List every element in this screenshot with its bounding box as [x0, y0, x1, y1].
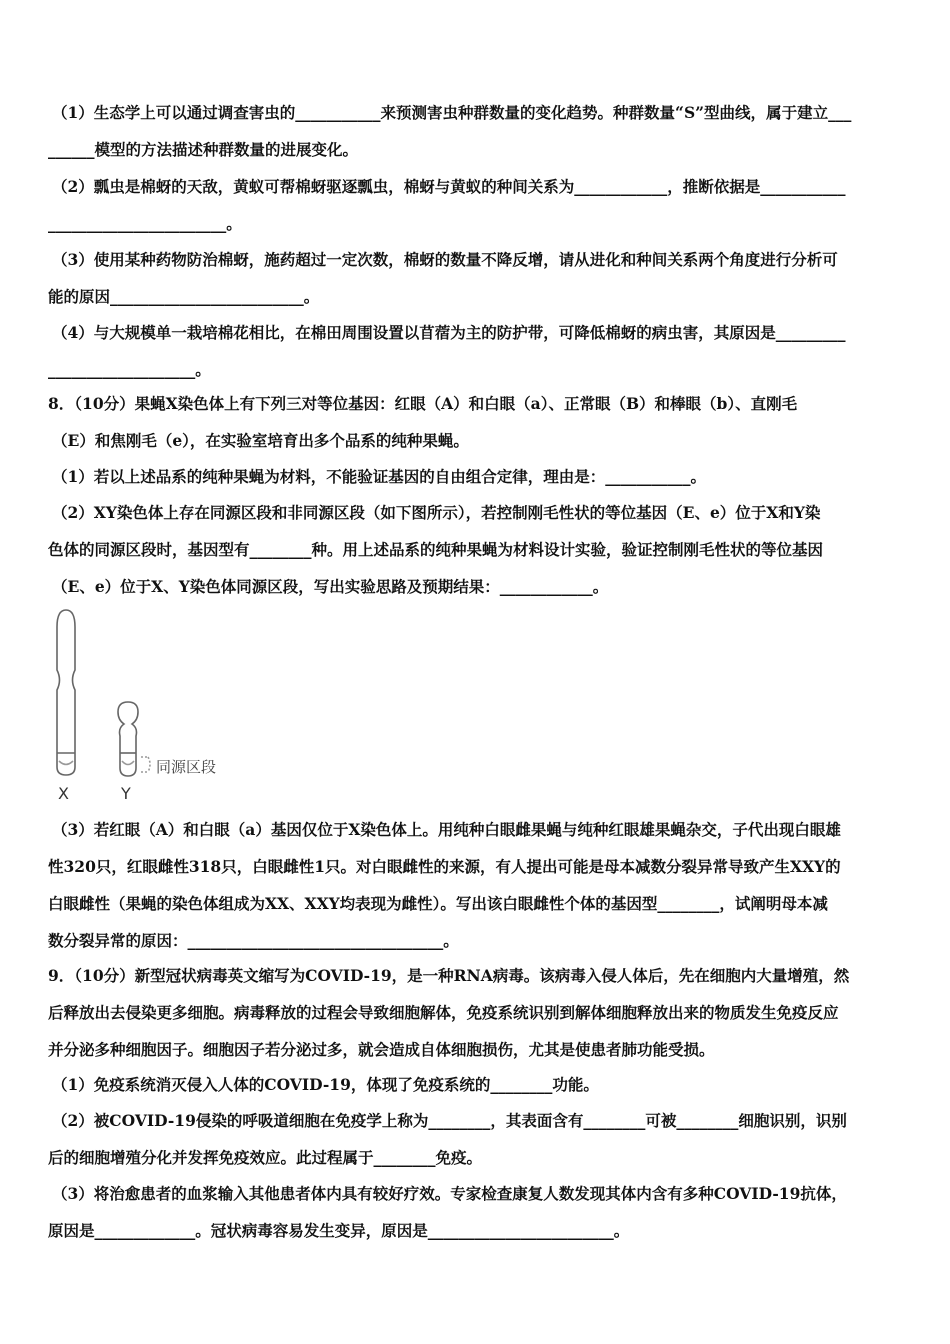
- q9-3-line-2: 原因是_____________。冠状病毒容易发生变异，原因是________________________。: [48, 1221, 630, 1240]
- q8-stem-line-1: 8．（10分）果蝇X染色体上有下列三对等位基因：红眼（A）和白眼（a）、正常眼（B）和棒眼（b）、直刚毛: [48, 394, 798, 413]
- x-chromosome-label: X: [58, 784, 69, 803]
- q8-3-line-2: 性320只，红眼雌性318只，白眼雌性1只。对白眼雌性的来源，有人提出可能是母本减数分裂异常导致产生XXY的: [48, 857, 841, 876]
- q8-3-line-1: （3）若红眼（A）和白眼（a）基因仅位于X染色体上。用纯种白眼雌果蝇与纯种红眼雄果蝇杂交，子代出现白眼雄: [52, 820, 841, 839]
- y-chromosome-label: Y: [121, 784, 131, 803]
- q7-1-line-1: （1）生态学上可以通过调查害虫的___________来预测害虫种群数量的变化趋势。种群数量“S”型曲线，属于建立___: [52, 103, 852, 122]
- q8-3-line-3: 白眼雌性（果蝇的染色体组成为XX、XXY均表现为雌性）。写出该白眼雌性个体的基因型________，试阐明母本减: [48, 894, 828, 913]
- q9-1-line: （1）免疫系统消灭侵入人体的COVID-19，体现了免疫系统的________功能。: [52, 1075, 599, 1094]
- q7-4-line-1: （4）与大规模单一栽培棉花相比，在棉田周围设置以苜蓿为主的防护带，可降低棉蚜的病虫害，其原因是_________: [52, 323, 846, 342]
- q9-stem-line-1: 9．（10分）新型冠状病毒英文缩写为COVID-19，是一种RNA病毒。该病毒入侵人体后，先在细胞内大量增殖，然: [48, 966, 850, 985]
- q9-2-line-1: （2）被COVID-19侵染的呼吸道细胞在免疫学上称为________，其表面含有________可被________细胞识别，识别: [52, 1111, 847, 1130]
- xy-chromosome-figure: [48, 602, 278, 807]
- q8-1-line: （1）若以上述品系的纯种果蝇为材料，不能验证基因的自由组合定律，理由是：___________。: [52, 467, 707, 486]
- q7-2-line-2: _______________________。: [48, 214, 242, 233]
- q7-4-line-2: ___________________。: [48, 360, 211, 379]
- q8-2-line-3: （E、e）位于X、Y染色体同源区段，写出实验思路及预期结果：____________。: [52, 577, 609, 596]
- q7-3-line-1: （3）使用某种药物防治棉蚜，施药超过一定次数，棉蚜的数量不降反增，请从进化和种间关系两个角度进行分析可: [52, 250, 838, 269]
- q7-3-line-2: 能的原因_________________________。: [48, 287, 320, 306]
- q8-stem-line-2: （E）和焦刚毛（e），在实验室培育出多个品系的纯种果蝇。: [52, 431, 469, 450]
- q7-1-line-2: ______模型的方法描述种群数量的进展变化。: [48, 140, 359, 159]
- q8-2-line-2: 色体的同源区段时，基因型有________种。用上述品系的纯种果蝇为材料设计实验，验证控制刚毛性状的等位基因: [48, 540, 824, 559]
- q9-stem-line-3: 并分泌多种细胞因子。细胞因子若分泌过多，就会造成自体细胞损伤，尤其是使患者肺功能受损。: [48, 1040, 715, 1059]
- q9-stem-line-2: 后释放出去侵染更多细胞。病毒释放的过程会导致细胞解体，免疫系统识别到解体细胞释放出来的物质发生免疫反应: [48, 1003, 839, 1022]
- q9-3-line-1: （3）将治愈患者的血浆输入其他患者体内具有较好疗效。专家检查康复人数发现其体内含有多种COVID-19抗体，: [52, 1184, 847, 1203]
- x-chromosome: [57, 610, 75, 775]
- q8-2-line-1: （2）XY染色体上存在同源区段和非同源区段（如下图所示），若控制刚毛性状的等位基因（E、e）位于X和Y染: [52, 503, 821, 522]
- q9-2-line-2: 后的细胞增殖分化并发挥免疫效应。此过程属于________免疫。: [48, 1148, 483, 1167]
- q7-2-line-1: （2）瓢虫是棉蚜的天敌，黄蚁可帮棉蚜驱逐瓢虫，棉蚜与黄蚁的种间关系为____________，推断依据是___________: [52, 177, 846, 196]
- homologous-segment-label: 同源区段: [156, 758, 217, 776]
- q8-3-line-4: 数分裂异常的原因：_________________________________。: [48, 931, 459, 950]
